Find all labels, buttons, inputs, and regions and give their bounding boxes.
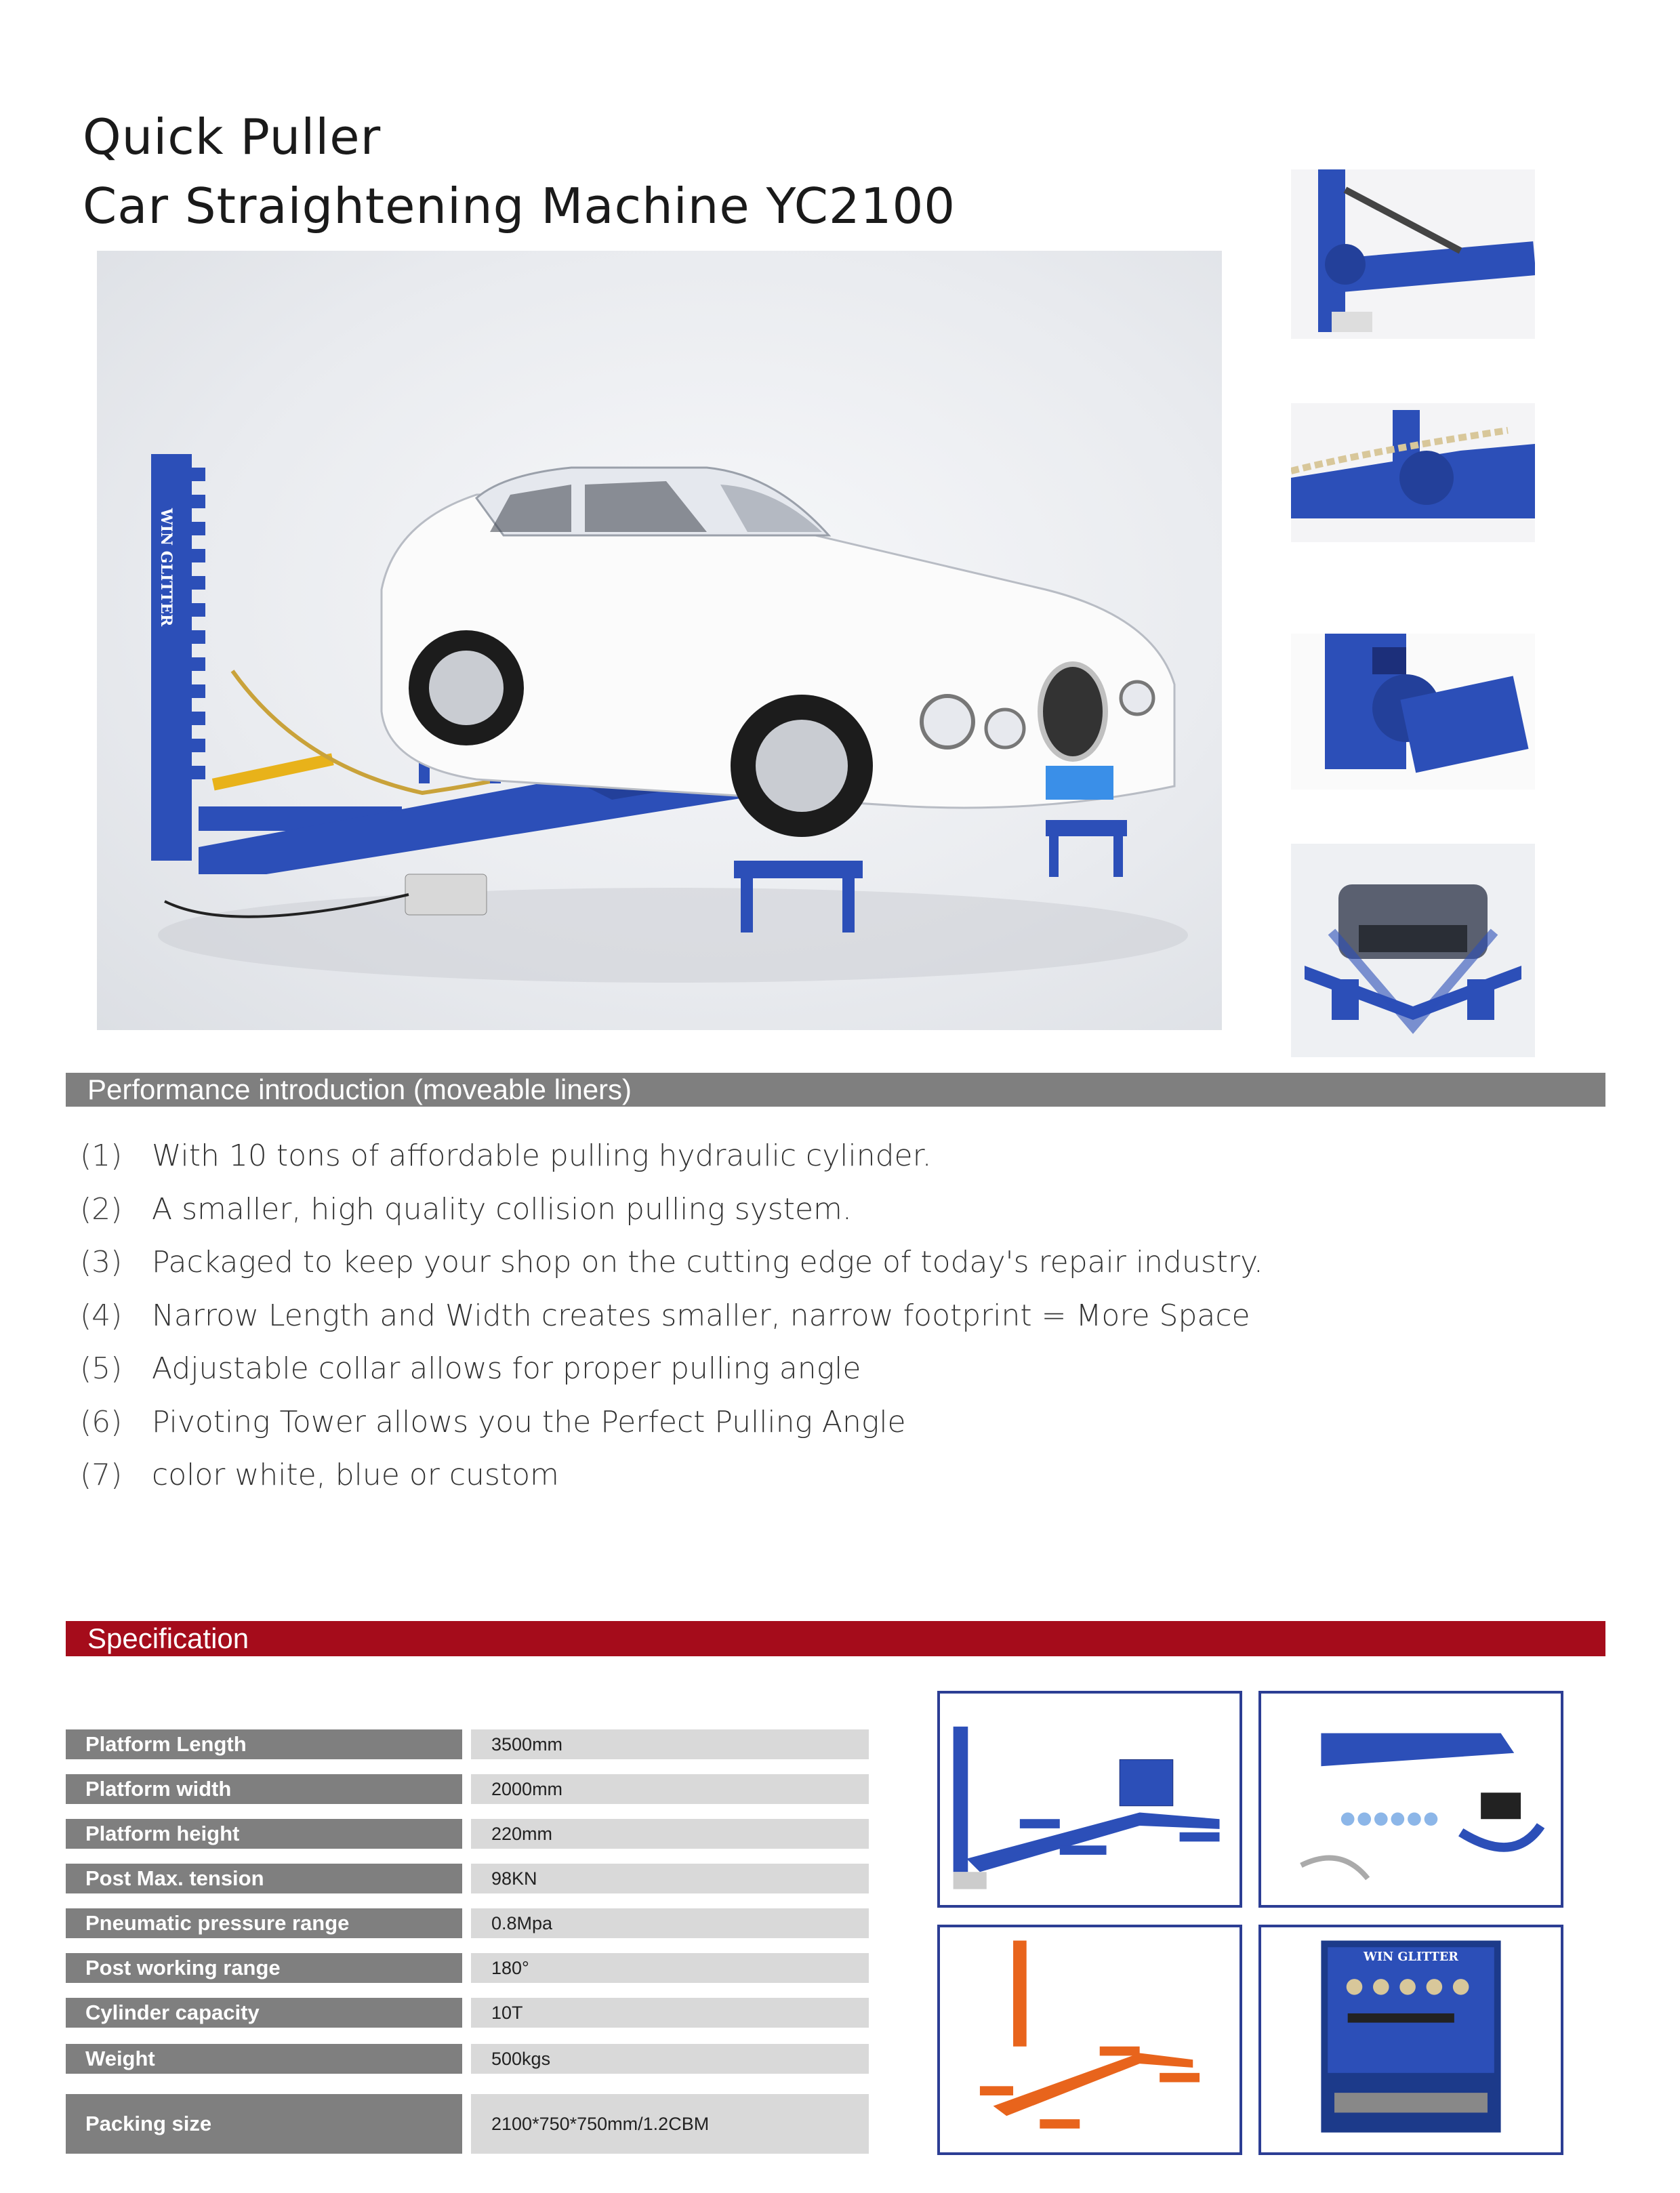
gallery-photo-blue-bench	[937, 1691, 1242, 1908]
gallery-photo-tool-board	[1258, 1925, 1563, 2155]
list-item: (1) With 10 tons of affordable pulling hydraulic cylinder.	[80, 1139, 932, 1173]
spec-label: Platform Length	[66, 1729, 462, 1759]
spec-value: 500kgs	[471, 2044, 869, 2074]
list-item: (5) Adjustable collar allows for proper pulling angle	[80, 1351, 861, 1386]
table-row	[66, 1864, 869, 1893]
list-item: (4) Narrow Length and Width creates smaller, narrow footprint = More Space	[80, 1298, 1250, 1333]
table-row	[66, 1908, 869, 1938]
spec-value: 180°	[471, 1953, 869, 1983]
list-item: (6) Pivoting Tower allows you the Perfect Pulling Angle	[80, 1404, 906, 1439]
tool-board-brand-text: WIN GLITTER	[1364, 1949, 1458, 1964]
spec-label: Pneumatic pressure range	[66, 1908, 462, 1938]
table-row	[66, 2094, 869, 2154]
spec-value: 10T	[471, 1998, 869, 2028]
spec-value: 0.8Mpa	[471, 1908, 869, 1938]
table-row	[66, 1819, 869, 1849]
table-row	[66, 2044, 869, 2074]
list-item: (7) color white, blue or custom	[80, 1458, 559, 1492]
spec-value: 2100*750*750mm/1.2CBM	[471, 2094, 869, 2154]
table-row	[66, 1774, 869, 1804]
spec-value: 3500mm	[471, 1729, 869, 1759]
spec-label: Post working range	[66, 1953, 462, 1983]
specification-section-header: Specification	[66, 1621, 1605, 1656]
thumbnail-front-view	[1291, 844, 1535, 1057]
spec-value: 2000mm	[471, 1774, 869, 1804]
thumbnail-chain-detail	[1291, 403, 1535, 542]
table-row	[66, 1953, 869, 1983]
page-title-line1: Quick Puller	[83, 108, 382, 165]
spec-value: 220mm	[471, 1819, 869, 1849]
table-row	[66, 1998, 869, 2028]
hero-product-photo	[97, 251, 1222, 1030]
feature-list	[80, 1139, 1263, 1511]
thumbnail-clamp-detail	[1291, 634, 1535, 790]
spec-label: Cylinder capacity	[66, 1998, 462, 2028]
tower-brand-text: WIN GLITTER	[157, 508, 175, 627]
list-item: (3) Packaged to keep your shop on the cutting edge of today's repair industry.	[80, 1245, 1263, 1279]
thumbnail-tower-detail	[1291, 169, 1535, 339]
spec-label: Weight	[66, 2044, 462, 2074]
spec-label: Platform width	[66, 1774, 462, 1804]
spec-label: Packing size	[66, 2094, 462, 2154]
spec-label: Platform height	[66, 1819, 462, 1849]
gallery-photo-orange-bench	[937, 1925, 1242, 2155]
spec-value: 98KN	[471, 1864, 869, 1893]
gallery-photo-accessories	[1258, 1691, 1563, 1908]
performance-section-header: Performance introduction (moveable liners)	[66, 1073, 1605, 1107]
list-item: (2) A smaller, high quality collision pulling system.	[80, 1191, 852, 1227]
spec-label: Post Max. tension	[66, 1864, 462, 1893]
page-title-line2: Car Straightening Machine YC2100	[83, 178, 956, 234]
table-row	[66, 1729, 869, 1759]
